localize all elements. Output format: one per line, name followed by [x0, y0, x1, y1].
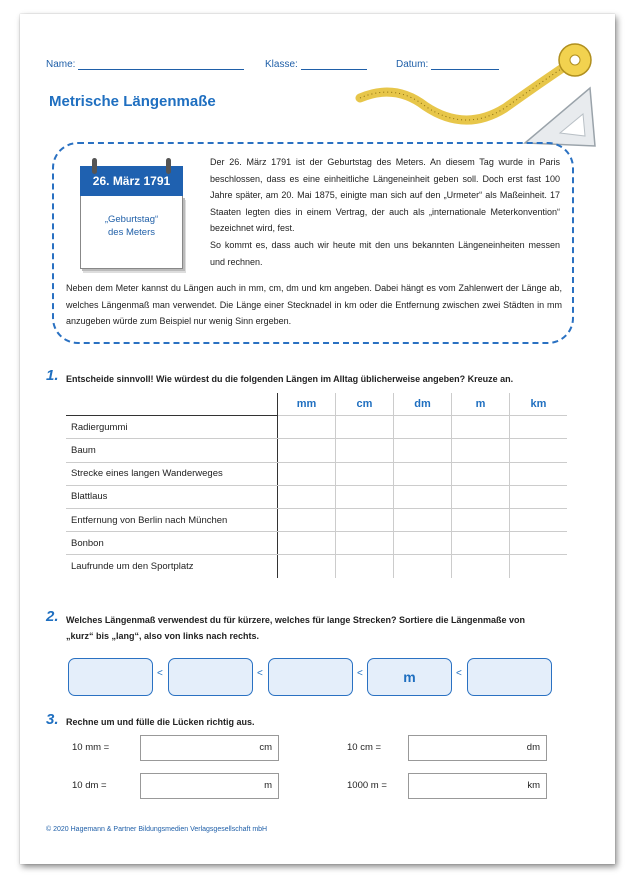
- check-cell[interactable]: [510, 462, 568, 485]
- column-header: mm: [278, 393, 336, 416]
- task-number: 3.: [46, 711, 59, 728]
- table-row: [66, 462, 567, 485]
- conversion-label: 10 cm =: [347, 742, 382, 753]
- row-label: Entfernung von Berlin nach München: [66, 508, 278, 531]
- check-cell[interactable]: [394, 532, 452, 555]
- check-cell[interactable]: [336, 508, 394, 531]
- check-cell[interactable]: [278, 508, 336, 531]
- sort-box[interactable]: [268, 658, 353, 696]
- sort-box[interactable]: [467, 658, 552, 696]
- check-cell[interactable]: [336, 555, 394, 578]
- info-text-1: Der 26. März 1791 ist der Geburtstag des Meters. An diesem Tag wurde in Paris beschlossen, dass es eine einheitliche Längeneinheit geben soll. Doch erst fast 100 Jahre später, am 20. Mai 1875, einigte man sich auf den „Urmeter“ als Maßeinheit. 17 Staaten legten dies in einem Vertrag, der auch als „internationale Meterkonvention“ bezeichnet wird, fest.: [210, 157, 560, 234]
- check-cell[interactable]: [510, 485, 568, 508]
- check-cell[interactable]: [336, 462, 394, 485]
- name-field: [46, 59, 244, 70]
- conversion-label: 10 dm =: [72, 780, 107, 791]
- calendar-caption: [84, 213, 179, 239]
- conversion-label: 10 mm =: [72, 742, 110, 753]
- check-cell[interactable]: [278, 416, 336, 439]
- answer-field[interactable]: [140, 735, 279, 761]
- page-title: Metrische Längenmaße: [49, 93, 216, 110]
- check-cell[interactable]: [510, 555, 568, 578]
- unit-label: m: [264, 780, 272, 791]
- row-label: Bonbon: [66, 532, 278, 555]
- task-question-line: „kurz“ bis „lang“, also von links nach rechts.: [66, 631, 260, 641]
- column-header: cm: [336, 393, 394, 416]
- check-cell[interactable]: [278, 439, 336, 462]
- measuring-tape-icon: [355, 28, 605, 158]
- check-cell[interactable]: [452, 555, 510, 578]
- calendar-ring: [92, 158, 97, 174]
- task-number: 1.: [46, 367, 59, 384]
- row-label: Radiergummi: [66, 416, 278, 439]
- check-cell[interactable]: [336, 485, 394, 508]
- task-number: 2.: [46, 608, 59, 625]
- table-row: [66, 439, 567, 462]
- column-header: dm: [394, 393, 452, 416]
- check-cell[interactable]: [452, 508, 510, 531]
- check-cell[interactable]: [510, 508, 568, 531]
- check-cell[interactable]: [510, 439, 568, 462]
- answer-field[interactable]: [140, 773, 279, 799]
- calendar-caption-line: des Meters: [108, 227, 155, 238]
- sort-box-filled[interactable]: m: [367, 658, 452, 696]
- class-field: [265, 59, 367, 70]
- table-row: [66, 485, 567, 508]
- table-header-row: [66, 393, 567, 416]
- calendar-icon: [80, 158, 183, 270]
- check-cell[interactable]: [336, 532, 394, 555]
- check-cell[interactable]: [510, 416, 568, 439]
- unit-label: cm: [259, 742, 272, 753]
- check-cell[interactable]: [278, 555, 336, 578]
- sort-box[interactable]: [68, 658, 153, 696]
- info-paragraph: [210, 154, 560, 270]
- set-square-icon: [525, 88, 595, 146]
- length-table: [66, 393, 567, 578]
- class-label: Klasse:: [265, 59, 298, 70]
- table-row: [66, 508, 567, 531]
- check-cell[interactable]: [510, 532, 568, 555]
- name-label: Name:: [46, 59, 76, 70]
- conversion-label: 1000 m =: [347, 780, 387, 791]
- table-corner: [66, 393, 278, 416]
- check-cell[interactable]: [452, 485, 510, 508]
- row-label: Baum: [66, 439, 278, 462]
- table-row: [66, 416, 567, 439]
- answer-field[interactable]: [408, 735, 547, 761]
- row-label: Strecke eines langen Wanderweges: [66, 462, 278, 485]
- less-than-sign: <: [157, 668, 163, 679]
- check-cell[interactable]: [394, 485, 452, 508]
- check-cell[interactable]: [394, 462, 452, 485]
- less-than-sign: <: [456, 668, 462, 679]
- check-cell[interactable]: [278, 532, 336, 555]
- date-label: Datum:: [396, 59, 429, 70]
- copyright-footer: © 2020 Hagemann & Partner Bildungsmedien Verlagsgesellschaft mbH: [46, 826, 268, 833]
- check-cell[interactable]: [452, 532, 510, 555]
- info-paragraph-2: Neben dem Meter kannst du Längen auch in mm, cm, dm und km angeben. Dabei hängt es vom Zahlenwert der Länge ab, welches Längenmaß man verwendet. Die Länge einer Stecknadel in km oder die Entfernung zwischen zwei Städten in mm anzugeben würde zum Beispiel nur wenig Sinn ergeben.: [66, 283, 562, 327]
- task-question: Rechne um und fülle die Lücken richtig aus.: [66, 717, 255, 727]
- table-row: [66, 555, 567, 578]
- task-question: [66, 612, 525, 644]
- info-text-1b: So kommt es, dass auch wir heute mit den uns bekannten Längeneinheiten messen und rechnen.: [210, 239, 560, 267]
- less-than-sign: <: [357, 668, 363, 679]
- unit-label: dm: [526, 742, 540, 753]
- answer-field[interactable]: [408, 773, 547, 799]
- unit-label: km: [527, 780, 540, 791]
- check-cell[interactable]: [394, 439, 452, 462]
- sort-box[interactable]: [168, 658, 253, 696]
- check-cell[interactable]: [394, 508, 452, 531]
- check-cell[interactable]: [278, 485, 336, 508]
- check-cell[interactable]: [336, 439, 394, 462]
- task-question-line: Welches Längenmaß verwendest du für kürzere, welches für lange Strecken? Sortiere die Längenmaße von: [66, 615, 525, 625]
- column-header: m: [452, 393, 510, 416]
- column-header: km: [510, 393, 568, 416]
- check-cell[interactable]: [336, 416, 394, 439]
- check-cell[interactable]: [452, 462, 510, 485]
- name-line[interactable]: [78, 59, 244, 70]
- task-question: Entscheide sinnvoll! Wie würdest du die folgenden Längen im Alltag üblicherweise angeben? Kreuze an.: [66, 374, 514, 384]
- check-cell[interactable]: [278, 462, 336, 485]
- check-cell[interactable]: [452, 416, 510, 439]
- calendar-date: 26. März 1791: [80, 166, 183, 196]
- row-label: Blattlaus: [66, 485, 278, 508]
- calendar-caption-line: „Geburtstag“: [104, 214, 159, 225]
- less-than-sign: <: [257, 668, 263, 679]
- calendar-ring: [166, 158, 171, 174]
- check-cell[interactable]: [394, 555, 452, 578]
- row-label: Laufrunde um den Sportplatz: [66, 555, 278, 578]
- check-cell[interactable]: [394, 416, 452, 439]
- check-cell[interactable]: [452, 439, 510, 462]
- table-row: [66, 532, 567, 555]
